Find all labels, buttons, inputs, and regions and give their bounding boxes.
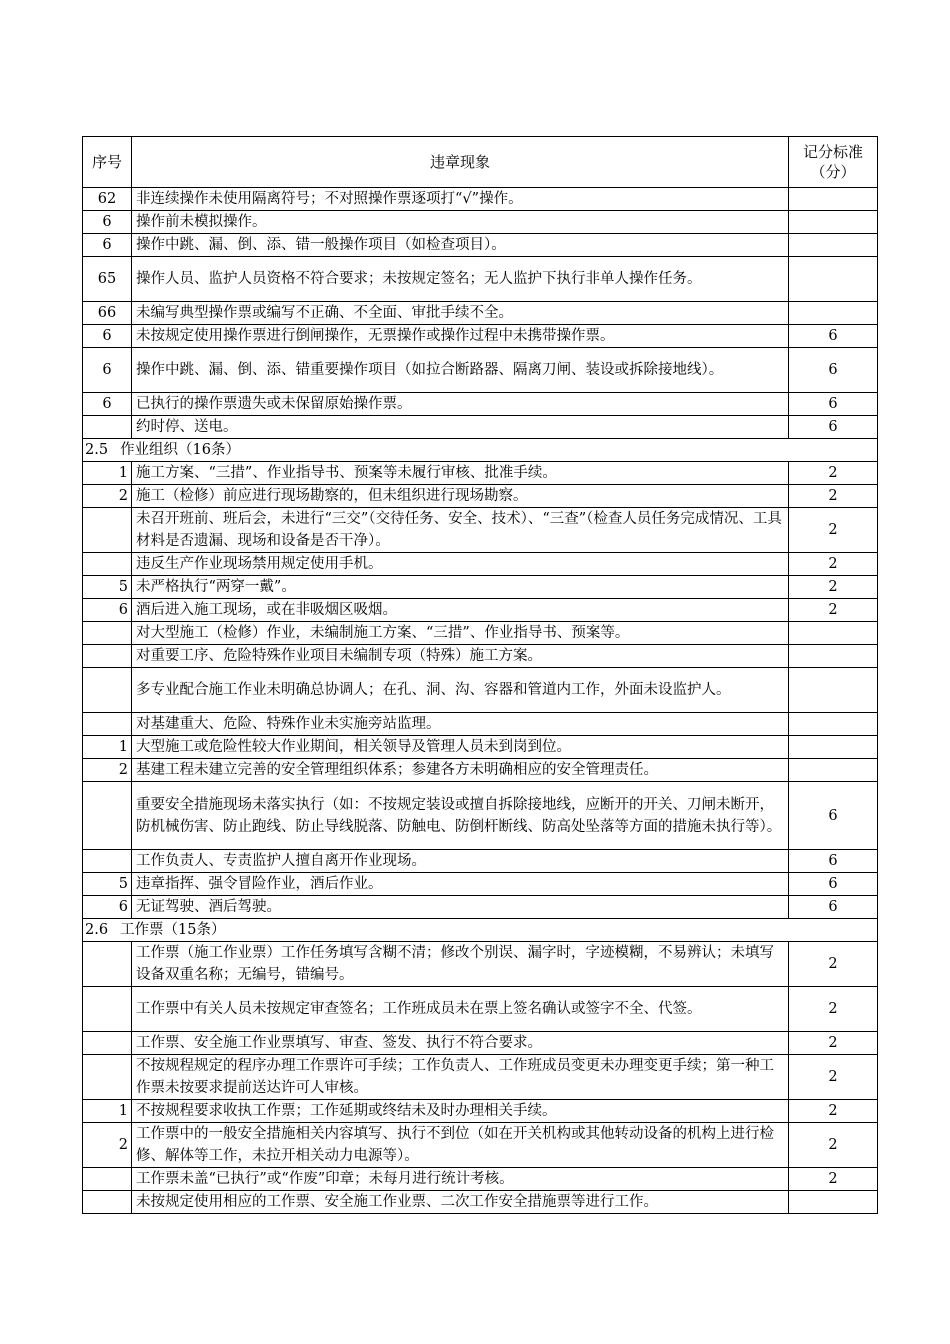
row-text: 约时停、送电。 [132, 416, 789, 439]
row-number [83, 508, 132, 553]
row-score: 2 [789, 599, 878, 622]
row-number [83, 942, 132, 987]
row-number [83, 1191, 132, 1214]
row-score [789, 257, 878, 302]
row-number: 65 [83, 257, 132, 302]
row-score: 2 [789, 576, 878, 599]
row-number: 2 [83, 485, 132, 508]
row-number: 5 [83, 873, 132, 896]
row-text: 工作负责人、专责监护人擅自离开作业现场。 [132, 850, 789, 873]
row-text: 未召开班前、班后会，未进行“三交”（交待任务、安全、技术）、“三查”（检查人员任务完成情况、工具材料是否遗漏、现场和设备是否干净）。 [132, 508, 789, 553]
table-row [83, 1100, 878, 1123]
row-score: 2 [789, 942, 878, 987]
row-number: 6 [83, 599, 132, 622]
violation-table [82, 136, 878, 1214]
table-row [83, 348, 878, 393]
row-text: 酒后进入施工现场，或在非吸烟区吸烟。 [132, 599, 789, 622]
header-score: 记分标准（分） [789, 137, 878, 188]
row-score: 2 [789, 553, 878, 576]
row-score: 2 [789, 987, 878, 1032]
table-row [83, 257, 878, 302]
row-text: 未编写典型操作票或编写不正确、不全面、审批手续不全。 [132, 302, 789, 325]
row-number: 6 [83, 348, 132, 393]
row-score: 6 [789, 416, 878, 439]
row-text: 操作前未模拟操作。 [132, 211, 789, 234]
table-row [83, 508, 878, 553]
row-text: 未严格执行“两穿一戴”。 [132, 576, 789, 599]
row-score: 2 [789, 1123, 878, 1168]
row-text: 已执行的操作票遗失或未保留原始操作票。 [132, 393, 789, 416]
row-text: 对重要工序、危险特殊作业项目未编制专项（特殊）施工方案。 [132, 645, 789, 668]
row-text: 对大型施工（检修）作业，未编制施工方案、“三措”、作业指导书、预案等。 [132, 622, 789, 645]
table-row [83, 942, 878, 987]
row-score: 6 [789, 348, 878, 393]
row-number: 6 [83, 896, 132, 919]
row-text: 非连续操作未使用隔离符号；不对照操作票逐项打“√”操作。 [132, 188, 789, 211]
table-row [83, 485, 878, 508]
row-number [83, 1168, 132, 1191]
row-score: 2 [789, 1032, 878, 1055]
row-number: 66 [83, 302, 132, 325]
table-row [83, 622, 878, 645]
table-row [83, 211, 878, 234]
table-row [83, 325, 878, 348]
row-score: 6 [789, 393, 878, 416]
row-score: 6 [789, 896, 878, 919]
row-score [789, 1191, 878, 1214]
row-text: 基建工程未建立完善的安全管理组织体系；参建各方未明确相应的安全管理责任。 [132, 759, 789, 782]
row-text: 不按规程要求收执工作票；工作延期或终结未及时办理相关手续。 [132, 1100, 789, 1123]
table-row [83, 599, 878, 622]
section-row [83, 919, 878, 942]
row-score: 2 [789, 462, 878, 485]
row-number: 62 [83, 188, 132, 211]
row-text: 工作票（施工作业票）工作任务填写含糊不清；修改个别误、漏字时，字迹模糊，不易辨认；未填写设备双重名称；无编号，错编号。 [132, 942, 789, 987]
row-text: 操作中跳、漏、倒、添、错一般操作项目（如检查项目）。 [132, 234, 789, 257]
row-score: 2 [789, 1100, 878, 1123]
table-row [83, 1123, 878, 1168]
row-number [83, 987, 132, 1032]
table-row [83, 736, 878, 759]
row-score [789, 668, 878, 713]
table-row [83, 713, 878, 736]
row-number: 2 [83, 1123, 132, 1168]
section-heading [83, 919, 878, 942]
row-score [789, 759, 878, 782]
row-text: 操作中跳、漏、倒、添、错重要操作项目（如拉合断路器、隔离刀闸、装设或拆除接地线）。 [132, 348, 789, 393]
row-score: 6 [789, 325, 878, 348]
row-number: 2 [83, 759, 132, 782]
row-score: 6 [789, 850, 878, 873]
row-text: 操作人员、监护人员资格不符合要求；未按规定签名；无人监护下执行非单人操作任务。 [132, 257, 789, 302]
table-row [83, 1055, 878, 1100]
row-score [789, 234, 878, 257]
section-row [83, 439, 878, 462]
row-text: 未按规定使用操作票进行倒闸操作，无票操作或操作过程中未携带操作票。 [132, 325, 789, 348]
row-number [83, 1055, 132, 1100]
row-text: 工作票未盖“已执行”或“作废”印章；未每月进行统计考核。 [132, 1168, 789, 1191]
table-row [83, 782, 878, 850]
row-score: 2 [789, 1055, 878, 1100]
table-header-row [83, 137, 878, 188]
row-score [789, 211, 878, 234]
row-text: 违反生产作业现场禁用规定使用手机。 [132, 553, 789, 576]
table-row [83, 896, 878, 919]
section-title: 工作票（15条） [120, 922, 226, 938]
row-number: 5 [83, 576, 132, 599]
row-number: 1 [83, 1100, 132, 1123]
row-score: 2 [789, 1168, 878, 1191]
row-number [83, 1032, 132, 1055]
row-number: 1 [83, 736, 132, 759]
row-score [789, 645, 878, 668]
section-heading [83, 439, 878, 462]
row-score: 2 [789, 508, 878, 553]
row-text: 施工（检修）前应进行现场勘察的，但未组织进行现场勘察。 [132, 485, 789, 508]
table-row [83, 553, 878, 576]
row-score [789, 302, 878, 325]
row-number: 6 [83, 211, 132, 234]
row-text: 不按规程规定的程序办理工作票许可手续；工作负责人、工作班成员变更未办理变更手续；第一种工作票未按要求提前送达许可人审核。 [132, 1055, 789, 1100]
table-row [83, 234, 878, 257]
row-number [83, 668, 132, 713]
row-text: 重要安全措施现场未落实执行（如：不按规定装设或擅自拆除接地线，应断开的开关、刀闸未断开，防机械伤害、防止跑线、防止导线脱落、防触电、防倒杆断线、防高处坠落等方面的措施未执行等）。 [132, 782, 789, 850]
section-number: 2.6 [85, 922, 109, 938]
table-row [83, 759, 878, 782]
table-row [83, 462, 878, 485]
row-number [83, 553, 132, 576]
table-row [83, 987, 878, 1032]
section-title: 作业组织（16条） [120, 442, 241, 458]
header-seq: 序号 [83, 137, 132, 188]
header-phenomenon: 违章现象 [132, 137, 789, 188]
row-score [789, 622, 878, 645]
row-number: 6 [83, 393, 132, 416]
table-row [83, 576, 878, 599]
row-text: 工作票中有关人员未按规定审查签名；工作班成员未在票上签名确认或签字不全、代签。 [132, 987, 789, 1032]
row-text: 未按规定使用相应的工作票、安全施工作业票、二次工作安全措施票等进行工作。 [132, 1191, 789, 1214]
row-text: 施工方案、“三措”、作业指导书、预案等未履行审核、批准手续。 [132, 462, 789, 485]
row-text: 工作票中的一般安全措施相关内容填写、执行不到位（如在开关机构或其他转动设备的机构上进行检修、解体等工作，未拉开相关动力电源等）。 [132, 1123, 789, 1168]
row-text: 无证驾驶、酒后驾驶。 [132, 896, 789, 919]
row-number [83, 850, 132, 873]
row-score: 6 [789, 873, 878, 896]
row-score: 6 [789, 782, 878, 850]
row-number: 1 [83, 462, 132, 485]
row-text: 违章指挥、强令冒险作业，酒后作业。 [132, 873, 789, 896]
row-score [789, 188, 878, 211]
table-row [83, 302, 878, 325]
row-number: 6 [83, 234, 132, 257]
section-number: 2.5 [85, 442, 109, 458]
table-row [83, 393, 878, 416]
row-text: 对基建重大、危险、特殊作业未实施旁站监理。 [132, 713, 789, 736]
table-row [83, 645, 878, 668]
table-body [83, 188, 878, 1214]
row-score [789, 736, 878, 759]
row-number [83, 622, 132, 645]
row-score [789, 713, 878, 736]
table-row [83, 1191, 878, 1214]
table-row [83, 416, 878, 439]
table-row [83, 1168, 878, 1191]
table-row [83, 668, 878, 713]
row-number [83, 713, 132, 736]
table-row [83, 1032, 878, 1055]
row-text: 工作票、安全施工作业票填写、审查、签发、执行不符合要求。 [132, 1032, 789, 1055]
table-row [83, 850, 878, 873]
table-row [83, 188, 878, 211]
row-text: 多专业配合施工作业未明确总协调人；在孔、洞、沟、容器和管道内工作，外面未设监护人。 [132, 668, 789, 713]
row-score: 2 [789, 485, 878, 508]
row-number [83, 645, 132, 668]
table-row [83, 873, 878, 896]
row-number [83, 416, 132, 439]
row-text: 大型施工或危险性较大作业期间，相关领导及管理人员未到岗到位。 [132, 736, 789, 759]
row-number: 6 [83, 325, 132, 348]
row-number [83, 782, 132, 850]
